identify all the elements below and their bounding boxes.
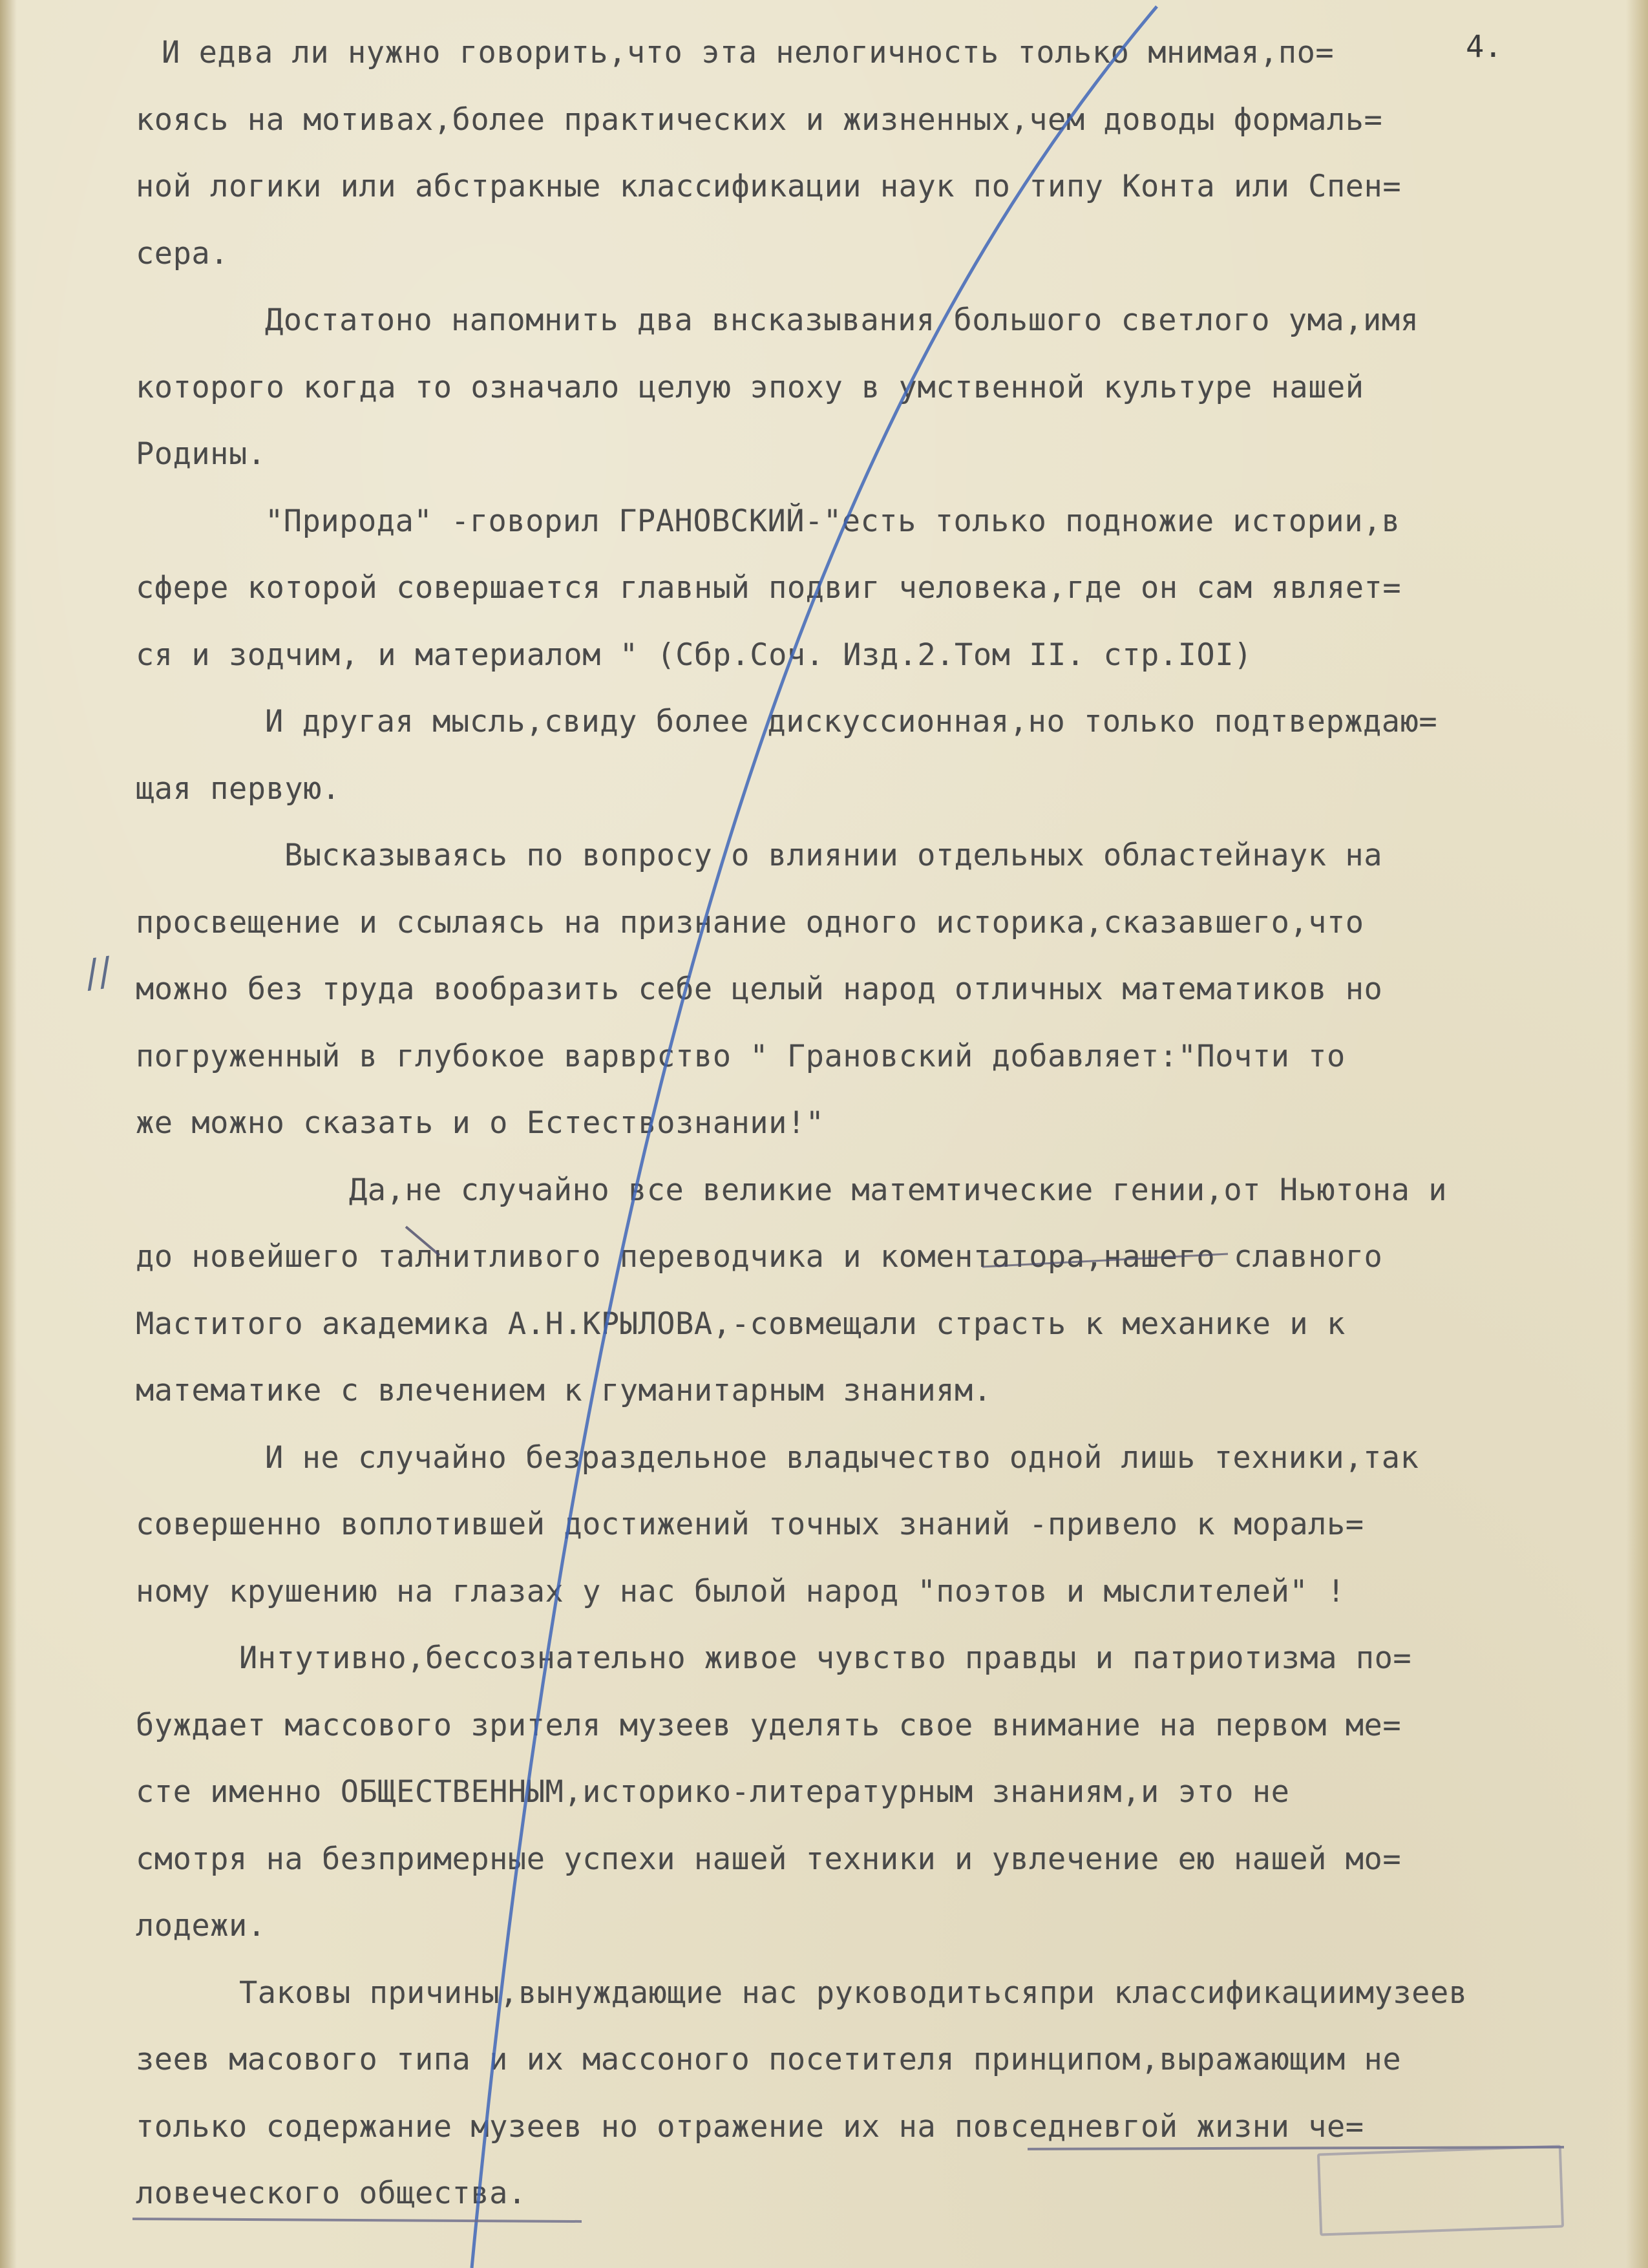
text-line: И другая мысль,свиду более дискуссионная,но только подтверждаю= [265, 704, 1438, 739]
pencil-strike-through [982, 1254, 1228, 1267]
text-line: буждает массового зрителя музеев уделять свое внимание на первом ме= [136, 1707, 1402, 1743]
text-line: просвещение и ссылаясь на признание одного историка,сказавшего,что [136, 904, 1364, 940]
text-line: зеев масового типа и их массоного посетителя принципом,выражающим не [136, 2042, 1402, 2077]
text-line: И не случайно безраздельное владычество одной лишь техники,так [265, 1439, 1419, 1476]
text-line: смотря на безпримерные успехи нашей техники и увлечение ею нашей мо= [136, 1841, 1402, 1877]
text-line: Да,не случайно все великие матемтические гении,от Ньютона и [349, 1172, 1447, 1208]
text-line: лодежи. [136, 1908, 266, 1944]
text-line: "Природа" -говорил ГРАНОВСКИЙ-"есть только подножие истории,в [265, 503, 1400, 539]
text-line: математике с влечением к гуманитарным знаниям. [136, 1373, 992, 1408]
text-line: ся и зодчим, и материалом " (Сбр.Соч. Изд.2.Том II. стр.IOI) [136, 637, 1252, 673]
page-number: 4. [1466, 29, 1503, 65]
text-line: сте именно ОБЩЕСТВЕННЫМ,историко-литературным знаниям,и это не [136, 1774, 1290, 1810]
text-line: ловеческого общества. [136, 2176, 527, 2211]
text-line: Маститого академика А.Н.КРЫЛОВА,-совмещали страсть к механике и к [136, 1306, 1346, 1342]
margin-mark: // [82, 948, 115, 997]
pencil-correction-mark [406, 1227, 439, 1255]
text-line: же можно сказать и о Естествознании!" [136, 1105, 825, 1141]
text-line: коясь на мотивах,более практических и жизненных,чем доводы формаль= [136, 101, 1383, 138]
text-line: только содержание музеев но отражение их на повседневгой жизни че= [136, 2108, 1364, 2145]
text-line: Высказываясь по вопросу о влиянии отдельных областейнаук на [284, 838, 1382, 873]
text-line: которого когда то означало целую эпоху в умственной культуре нашей [136, 369, 1364, 405]
text-line: погруженный в глубокое варврство " Грановский добавляет:"Почти то [136, 1038, 1346, 1074]
text-line: щая первую. [136, 770, 341, 807]
text-line: Родины. [136, 436, 266, 472]
text-line: ной логики или абстракные классификации наук по типу Конта или Спен= [136, 169, 1402, 204]
text-line: И едва ли нужно говорить,что эта нелогичность только мнимая,по= [162, 35, 1335, 70]
faded-stamp [1317, 2145, 1564, 2236]
text-line: до новейшего талнитливого переводчика и коментатора,нашего славного [136, 1239, 1383, 1275]
text-line: Таковы причины,вынуждающие нас руководитьсяпри классификациимузеев [239, 1975, 1468, 2011]
text-line: Интутивно,бессознательно живое чувство правды и патриотизма по= [239, 1640, 1412, 1676]
text-line: Достатоно напомнить два внсказывания большого светлого ума,имя [265, 302, 1419, 338]
pencil-underline-last-line [132, 2219, 582, 2221]
text-line: сфере которой совершается главный подвиг человека,где он сам являет= [136, 570, 1402, 606]
text-line: совершенно воплотившей достижений точных знаний -привело к мораль= [136, 1507, 1364, 1542]
text-line: сера. [136, 235, 229, 271]
text-line: можно без труда вообразить себе целый народ отличных математиков но [136, 971, 1383, 1007]
blue-pen-stroke [472, 6, 1157, 2268]
text-line: ному крушению на глазах у нас былой народ "поэтов и мыслителей" ! [136, 1573, 1346, 1609]
